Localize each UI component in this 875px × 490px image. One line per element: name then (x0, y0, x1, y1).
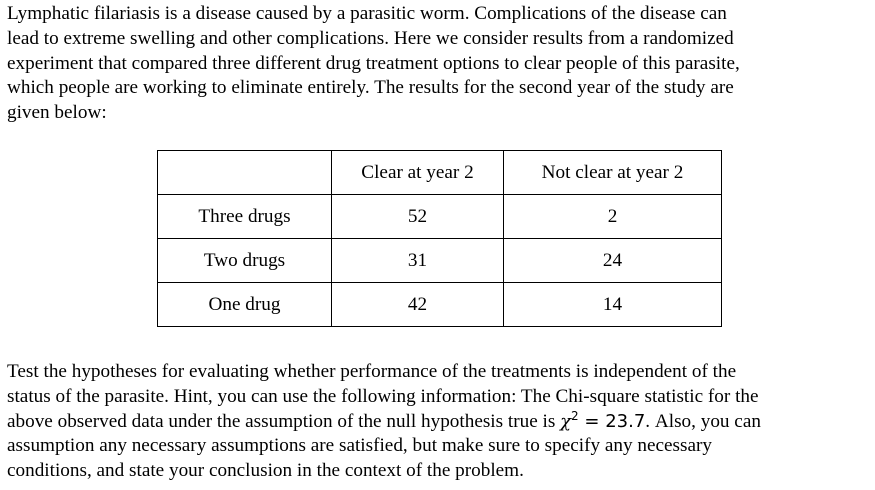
clear-count: 31 (332, 239, 504, 283)
table-row (158, 283, 722, 327)
question-paragraph (7, 360, 869, 484)
question-line: Test the hypotheses for evaluating whether performance of the treatments is independent of the (7, 361, 737, 382)
question-line (7, 410, 869, 435)
results-table (157, 150, 722, 327)
intro-line: lead to extreme swelling and other complications. Here we consider results from a randomized (7, 27, 734, 49)
table-corner-cell (158, 151, 332, 195)
table-row (158, 239, 722, 283)
question-text: . Also, you can (645, 410, 761, 432)
clear-count: 52 (332, 195, 504, 239)
intro-paragraph (7, 2, 869, 126)
chi-square-formula (560, 408, 646, 432)
row-label: One drug (158, 283, 332, 327)
row-label: Three drugs (158, 195, 332, 239)
not-clear-count: 14 (504, 283, 722, 327)
clear-count: 42 (332, 283, 504, 327)
row-label: Two drugs (158, 239, 332, 283)
intro-line: experiment that compared three different drug treatment options to clear people of this parasite, (7, 52, 740, 74)
question-text: above observed data under the assumption of the null hypothesis true is (7, 410, 561, 432)
chi-exponent: 2 (571, 408, 579, 423)
chi-value: = 23.7 (578, 410, 646, 432)
table-header-row (158, 151, 722, 195)
chi-symbol: χ (560, 410, 572, 432)
column-header-not-clear: Not clear at year 2 (504, 151, 722, 195)
intro-line: given below: (7, 102, 107, 124)
table-row (158, 195, 722, 239)
question-line: assumption any necessary assumptions are satisfied, but make sure to specify any necessary (7, 435, 712, 457)
question-line: conditions, and state your conclusion in the context of the problem. (7, 460, 524, 482)
question-line: status of the parasite. Hint, you can use the following information: The Chi-square statistic for the (7, 385, 759, 407)
column-header-clear: Clear at year 2 (332, 151, 504, 195)
intro-line: which people are working to eliminate entirely. The results for the second year of the study are (7, 77, 734, 99)
not-clear-count: 24 (504, 239, 722, 283)
intro-line: Lymphatic filariasis is a disease caused by a parasitic worm. Complications of the disease can (7, 3, 727, 24)
not-clear-count: 2 (504, 195, 722, 239)
